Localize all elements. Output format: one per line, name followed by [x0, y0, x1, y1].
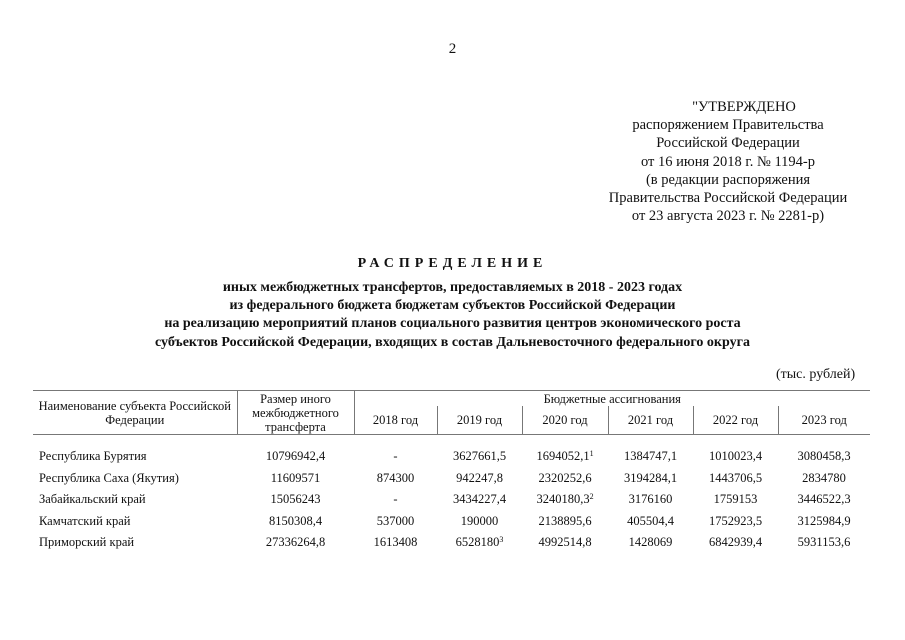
header-subject: Наименование субъекта Российской Федерации: [33, 391, 237, 435]
transfer-total: 10796942,4: [265, 449, 326, 464]
year-value: 3627661,5: [452, 449, 507, 464]
year-value: 3434227,4: [452, 492, 507, 507]
year-value-cell: [778, 489, 870, 511]
year-value-cell: [437, 446, 522, 468]
year-value-cell: [437, 489, 522, 511]
approval-line: распоряжением Правительства: [632, 117, 824, 134]
transfer-total: 8150308,4: [268, 513, 323, 528]
year-value: 2834780: [802, 470, 846, 485]
transfer-total: 15056243: [270, 492, 321, 507]
year-value-cell: [608, 468, 693, 490]
table-row: [33, 489, 870, 511]
subtitle-line: иных межбюджетных трансфертов, предоставляемых в 2018 - 2023 годах: [222, 280, 683, 295]
header-year: 2020 год: [522, 406, 608, 435]
approval-line: Российской Федерации: [656, 135, 800, 152]
table-row: [33, 446, 870, 468]
approval-line: (в редакции распоряжения: [645, 171, 811, 188]
document-title: РАСПРЕДЕЛЕНИЕ: [357, 256, 548, 271]
table-row: [33, 532, 870, 554]
subtitle-line: из федерального бюджета бюджетам субъектов Российской Федерации: [229, 298, 676, 314]
year-value: -: [393, 492, 398, 507]
subject-name: Республика Саха (Якутия): [39, 470, 179, 485]
year-value: 3080458,3: [797, 449, 851, 464]
approval-line: "УТВЕРЖДЕНО: [692, 99, 796, 115]
year-value-cell: [608, 511, 693, 533]
subject-name: Забайкальский край: [39, 492, 146, 507]
year-value-cell: [522, 446, 608, 468]
year-value: 1010023,4: [708, 449, 763, 464]
year-value-cell: [778, 532, 870, 554]
year-value: 1752923,5: [708, 513, 763, 528]
year-value-cell: [522, 489, 608, 511]
year-value: 405504,4: [627, 513, 674, 528]
year-value: 1759153: [713, 492, 758, 507]
header-transfer: Размер иного межбюджетного трансферта: [237, 391, 354, 435]
footnote-marker: 3: [499, 535, 504, 545]
year-value-cell: [608, 489, 693, 511]
subtitle-line: субъектов Российской Федерации, входящих в состав Дальневосточного федерального округа: [155, 334, 750, 350]
year-value: 537000: [376, 513, 415, 528]
year-value-cell: [693, 511, 778, 533]
year-value: 874300: [376, 470, 415, 485]
year-value: 3194284,1: [623, 470, 678, 485]
header-year: 2021 год: [608, 406, 693, 435]
year-value: 1428069: [628, 535, 673, 550]
year-value: 3446522,3: [797, 492, 851, 507]
distribution-table: [33, 390, 870, 554]
units-label: (тыс. рублей): [776, 367, 856, 382]
year-value: 3176160: [628, 492, 673, 507]
year-value: 1443706,5: [708, 470, 763, 485]
year-value: 942247,8: [456, 470, 503, 485]
year-value-cell: [778, 446, 870, 468]
year-value: 190000: [460, 513, 499, 528]
year-value-cell: [608, 446, 693, 468]
table-row: [33, 468, 870, 490]
approval-block: [600, 98, 856, 225]
header-year: 2018 год: [354, 406, 437, 435]
year-value: 2320252,6: [538, 470, 592, 485]
year-value: 5931153,6: [797, 535, 851, 550]
year-value-cell: [522, 511, 608, 533]
year-value: 6842939,4: [708, 535, 763, 550]
year-value: 2138895,6: [538, 513, 592, 528]
year-value-cell: [354, 468, 437, 490]
footnote-marker: 1: [589, 449, 594, 459]
subject-name: Камчатский край: [39, 513, 131, 528]
year-value-cell: [778, 468, 870, 490]
year-value-cell: [693, 468, 778, 490]
header-year: 2023 год: [778, 406, 870, 435]
year-value-cell: [354, 532, 437, 554]
approval-line: от 23 августа 2023 г. № 2281-р): [631, 208, 825, 225]
year-value: 1384747,1: [623, 449, 678, 464]
year-value-cell: [608, 532, 693, 554]
year-value: 6528180: [455, 535, 500, 550]
year-value-cell: [693, 532, 778, 554]
year-value-cell: [693, 489, 778, 511]
footnote-marker: 2: [589, 492, 594, 502]
year-value: 3125984,9: [797, 513, 851, 528]
transfer-total: 11609571: [270, 470, 321, 485]
subject-name: Республика Бурятия: [39, 449, 147, 464]
subtitle-line: на реализацию мероприятий планов социального развития центров экономического роста: [164, 316, 741, 332]
document-subtitle: [0, 279, 905, 352]
year-value-cell: [354, 489, 437, 511]
year-value-cell: [354, 511, 437, 533]
page-number: 2: [448, 41, 457, 57]
subject-name: Приморский край: [39, 535, 135, 550]
year-value-cell: [354, 446, 437, 468]
transfer-total: 27336264,8: [265, 535, 326, 550]
approval-line: Правительства Российской Федерации: [608, 190, 848, 207]
year-value-cell: [437, 532, 522, 554]
header-budget-group: Бюджетные ассигнования: [354, 391, 870, 407]
table-row: [33, 511, 870, 533]
year-value: -: [393, 449, 398, 464]
year-value-cell: [437, 511, 522, 533]
year-value-cell: [437, 468, 522, 490]
year-value: 1694052,1: [536, 449, 590, 464]
year-value: 3240180,3: [536, 492, 590, 507]
year-value-cell: [522, 532, 608, 554]
year-value: 4992514,8: [538, 535, 592, 550]
year-value-cell: [693, 446, 778, 468]
approval-line: от 16 июня 2018 г. № 1194-р: [641, 153, 815, 170]
year-value-cell: [522, 468, 608, 490]
year-value: 1613408: [373, 535, 418, 550]
header-year: 2022 год: [693, 406, 778, 435]
year-value-cell: [778, 511, 870, 533]
header-year: 2019 год: [437, 406, 522, 435]
